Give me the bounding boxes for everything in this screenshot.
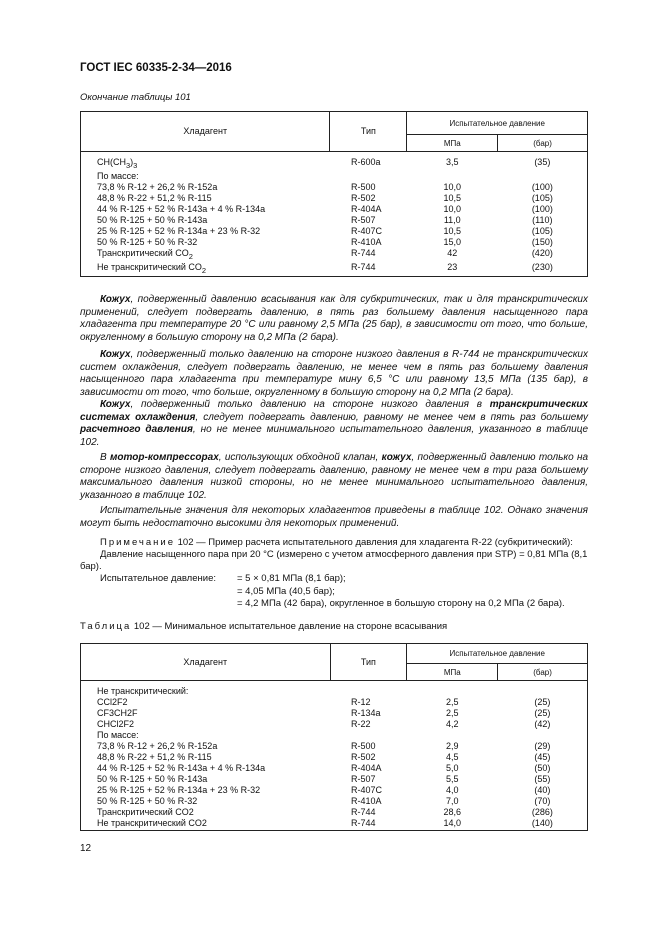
mpa-cell: 5,5 xyxy=(446,774,459,784)
bar-cell: (150) xyxy=(531,236,553,247)
table-row xyxy=(81,215,588,226)
paragraph-suction-casing: Кожух, подверженный давлению всасывания как для субкритических, так и для транскритических применений, следует подвергать давлению, в пять раз большему давления насыщенного пара хладагента при температуре 20 °C или равному 2,5 МПа (25 бар), в зависимости от того, что больше, округленному в большую сторону на 0,2 МПа (2 бара). xyxy=(80,294,588,343)
bar-cell: (105) xyxy=(531,192,553,203)
type-cell xyxy=(330,730,407,741)
type-cell: R-410A xyxy=(351,796,382,806)
table-row xyxy=(81,171,588,182)
header-refrigerant: Хладагент xyxy=(81,112,330,152)
refrigerant-cell: Не транскритический CO2 xyxy=(97,818,207,828)
type-cell: R-410A xyxy=(350,236,382,247)
bar-cell: (105) xyxy=(531,225,553,236)
refrigerant-cell: По массе: xyxy=(97,730,139,740)
paragraph-transcritical-casing: Кожух, подверженный только давлению на стороне низкого давления в транскритических системах охлаждения, следует подвергать давлению, равному не менее чем в пять раз большему расчетного давления, но не менее минимального испытательного давления, указанного в таблице 102. xyxy=(80,399,588,448)
refrigerant-cell: По массе: xyxy=(97,170,139,181)
bar-cell: (110) xyxy=(532,214,553,225)
paragraph-test-values: Испытательные значения для некоторых хладагентов приведены в таблице 102. Однако значения могут быть недостаточно высокими для некоторых применений. xyxy=(80,505,588,529)
refrigerant-cell: 73,8 % R-12 + 26,2 % R-152a xyxy=(97,741,218,751)
type-cell: R-134a xyxy=(351,708,381,718)
type-cell: R-500 xyxy=(351,741,376,751)
mpa-cell: 2,5 xyxy=(446,697,459,707)
bar-cell: (50) xyxy=(534,763,551,773)
header-test-pressure: Испытательное давление xyxy=(407,112,588,135)
table-row xyxy=(81,719,588,730)
header-refrigerant: Хладагент xyxy=(81,644,331,681)
refrigerant-cell: Транскритический CO2 xyxy=(97,807,194,817)
bar-cell: (25) xyxy=(534,697,551,707)
note-label: Примечание xyxy=(100,537,175,548)
type-cell: R-744 xyxy=(350,247,376,258)
table-row xyxy=(81,818,588,831)
mpa-cell: 10,5 xyxy=(443,192,462,203)
bar-cell: (100) xyxy=(531,203,553,214)
mpa-cell: 15,0 xyxy=(443,236,462,247)
mpa-cell: 2,9 xyxy=(446,741,459,751)
type-cell: R-407C xyxy=(351,785,383,795)
mpa-cell: 7,0 xyxy=(446,796,459,806)
bar-cell: (140) xyxy=(531,818,553,828)
refrigerant-cell: Не транскритический $CO_2$ xyxy=(97,261,207,275)
type-cell: R-12 xyxy=(351,697,371,707)
refrigerant-cell: 50 % R-125 + 50 % R-32 xyxy=(97,796,198,806)
type-cell: R-22 xyxy=(351,719,371,729)
bar-cell: (35) xyxy=(534,157,551,167)
header-bar: (бар) xyxy=(498,135,588,152)
refrigerant-cell: 73,8 % R-12 + 26,2 % R-152a xyxy=(97,181,218,192)
page-number: 12 xyxy=(80,843,92,854)
table-101-caption: Окончание таблицы 101 xyxy=(80,92,191,103)
refrigerant-cell: 50 % R-125 + 50 % R-143a xyxy=(97,774,208,784)
table-row xyxy=(81,681,588,698)
mpa-cell: 4,2 xyxy=(446,719,459,729)
header-bar: (бар) xyxy=(498,664,588,681)
paragraph-low-pressure-casing: Кожух, подверженный только давлению на стороне низкого давления в R-744 не транскритических систем охлаждения, следует подвергать давлению, не менее чем в пять раз большему давления насыщенного пара хладагента при температуре мину 6,5 °C или равному 13,5 МПа (135 бар), в зависимости от того, что больше, округленному в большую сторону на 0,2 МПа (2 бара). xyxy=(80,349,588,398)
header-mpa: МПа xyxy=(407,135,498,152)
mpa-cell: 3,5 xyxy=(446,157,459,167)
type-cell: R-502 xyxy=(351,752,376,762)
calc-step-1: = 5 × 0,81 МПа (8,1 бар); xyxy=(237,573,346,584)
type-cell xyxy=(330,681,407,698)
mpa-cell: 2,5 xyxy=(446,708,459,718)
refrigerant-cell: $CH(CH_3)_3$ xyxy=(97,157,138,170)
refrigerant-cell: 50 % R-125 + 50 % R-143a xyxy=(97,214,208,225)
mpa-cell: 14,0 xyxy=(443,818,462,828)
calculation-block xyxy=(100,573,565,611)
mpa-cell: 23 xyxy=(447,261,458,272)
note-line: Давление насыщенного пара при 20 °C (измерено с учетом атмосферного давления при STP) = 0,81 МПа (8,1 бар). xyxy=(80,549,588,572)
calc-step-2: = 4,05 МПа (40,5 бар); xyxy=(237,585,335,597)
bar-cell: (42) xyxy=(534,719,551,729)
term-transcritical-systems: транскритических системах охлаждения xyxy=(80,399,588,423)
calculation-note: Примечание 102 — Пример расчета испытательного давления для хладагента R-22 (субкритический): Давление насыщенного пара при 20 °C (измерено с учетом атмосферного давления при STP) = 0,81 МПа (8,1 бар). xyxy=(80,537,588,572)
type-cell: R-744 xyxy=(350,261,376,272)
bar-cell: (25) xyxy=(534,708,551,718)
mpa-cell: 4,0 xyxy=(446,785,459,795)
header-mpa: МПа xyxy=(407,664,498,681)
table-row xyxy=(81,697,588,708)
header-test-pressure: Испытательное давление xyxy=(407,644,588,664)
mpa-cell: 42 xyxy=(447,247,458,258)
bar-cell: (29) xyxy=(534,741,551,751)
header-type: Тип xyxy=(330,644,407,681)
calc-step-3: = 4,2 МПа (42 бара), округленное в большую сторону на 0,2 МПа (2 бара). xyxy=(237,598,565,610)
header-type: Тип xyxy=(330,112,407,152)
table-row xyxy=(81,226,588,237)
table-row xyxy=(81,730,588,741)
bar-cell: (40) xyxy=(534,785,551,795)
refrigerant-cell: 44 % R-125 + 52 % R-143a + 4 % R-134a xyxy=(97,203,266,214)
refrigerant-cell: 48,8 % R-22 + 51,2 % R-115 xyxy=(97,752,212,762)
table-101 xyxy=(80,111,588,277)
term-casing: Кожух xyxy=(100,349,131,360)
mpa-cell: 11,0 xyxy=(443,214,461,225)
table-row xyxy=(81,741,588,752)
refrigerant-cell: 50 % R-125 + 50 % R-32 xyxy=(97,236,198,247)
paragraph-motor-compressors: В мотор-компрессорах, использующих обходной клапан, кожух, подверженный давлению только на стороне низкого давления, следует подвергать давлению, равному не менее чем в три раза большему максимального давления низкой стороны, но не менее минимального испытательного давления, указанного в таблице 102. xyxy=(80,452,589,501)
table-row xyxy=(81,262,588,277)
refrigerant-cell: Транскритический $CO_2$ xyxy=(97,247,193,261)
bar-cell xyxy=(498,171,588,182)
mpa-cell: 28,6 xyxy=(443,807,462,817)
type-cell xyxy=(330,171,407,182)
term-casing: Кожух xyxy=(100,294,131,305)
refrigerant-cell: 44 % R-125 + 52 % R-143a + 4 % R-134a xyxy=(97,763,266,773)
table-row xyxy=(81,807,588,818)
type-cell: R-500 xyxy=(350,181,376,192)
type-cell: R-407C xyxy=(350,225,382,236)
type-cell: R-507 xyxy=(351,774,376,784)
table-row xyxy=(81,785,588,796)
mpa-cell: 10,0 xyxy=(443,181,462,192)
table-row xyxy=(81,708,588,719)
table-row xyxy=(81,237,588,248)
type-cell: R-404A xyxy=(351,763,382,773)
bar-cell: (230) xyxy=(531,261,553,272)
mpa-cell xyxy=(407,681,498,698)
type-cell: R-502 xyxy=(350,192,376,203)
bar-cell: (70) xyxy=(534,796,551,806)
calc-label: Испытательное давление: xyxy=(100,573,216,584)
table-102 xyxy=(80,643,588,831)
refrigerant-cell: CF3CH2F xyxy=(97,708,138,718)
refrigerant-cell: 25 % R-125 + 52 % R-134a + 23 % R-32 xyxy=(97,785,261,795)
mpa-cell xyxy=(407,730,498,741)
table-row xyxy=(81,152,588,171)
bar-cell xyxy=(498,730,588,741)
mpa-cell: 10,0 xyxy=(443,203,462,214)
bar-cell xyxy=(498,681,588,698)
bar-cell: (45) xyxy=(534,752,551,762)
refrigerant-cell: Не транскритический: xyxy=(97,686,189,696)
table-row xyxy=(81,796,588,807)
document-code: ГОСТ IEC 60335-2-34—2016 xyxy=(80,62,232,74)
term-casing: кожух xyxy=(381,452,412,463)
refrigerant-cell: CCl2F2 xyxy=(97,697,128,707)
type-cell: R-744 xyxy=(351,807,376,817)
bar-cell: (100) xyxy=(531,181,553,192)
type-cell: R-507 xyxy=(350,214,376,225)
bar-cell: (286) xyxy=(531,807,553,817)
table-row xyxy=(81,182,588,193)
type-cell: R-404A xyxy=(350,203,382,214)
refrigerant-cell: 25 % R-125 + 52 % R-134a + 23 % R-32 xyxy=(97,225,261,236)
table-102-caption: Таблица 102 — Минимальное испытательное давление на стороне всасывания xyxy=(80,621,448,632)
term-casing: Кожух xyxy=(100,399,131,410)
table-row xyxy=(81,204,588,215)
table-row xyxy=(81,763,588,774)
refrigerant-cell: 48,8 % R-22 + 51,2 % R-115 xyxy=(97,192,212,203)
mpa-cell: 5,0 xyxy=(446,763,459,773)
mpa-cell: 10,5 xyxy=(443,225,462,236)
type-cell: R-744 xyxy=(351,818,376,828)
table-row xyxy=(81,193,588,204)
bar-cell: (420) xyxy=(531,247,553,258)
type-cell: R-600a xyxy=(350,157,381,167)
refrigerant-cell: CHCl2F2 xyxy=(97,719,135,729)
table-row xyxy=(81,752,588,763)
table-row xyxy=(81,248,588,262)
table-row xyxy=(81,774,588,785)
term-design-pressure: расчетного давления xyxy=(80,424,193,436)
term-motor-compressors: мотор-компрессорах xyxy=(110,452,219,463)
bar-cell: (55) xyxy=(534,774,551,784)
mpa-cell: 4,5 xyxy=(446,752,459,762)
mpa-cell xyxy=(407,171,498,182)
